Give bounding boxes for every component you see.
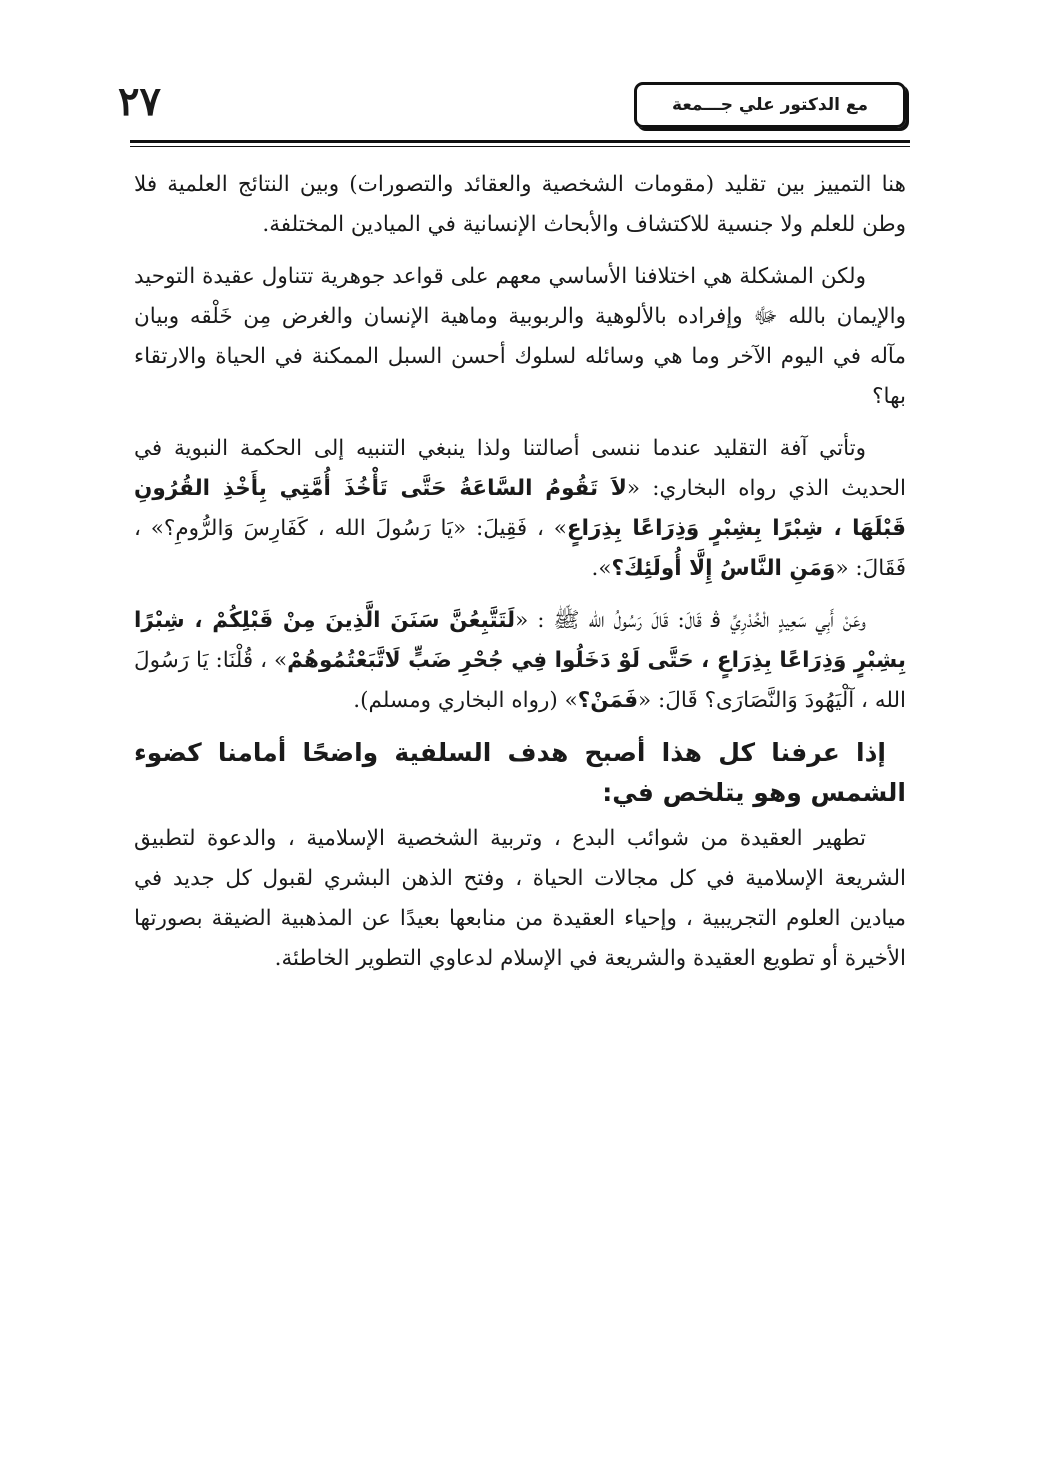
paragraph-2: ولكن المشكلة هي اختلافنا الأساسي معهم على قواعد جوهرية تتناول عقيدة التوحيد والإيمان بالله ﷻ وإفراده بالألوهية والربوبية وماهية الإنسان والغرض مِن خَلْقه وبيان مآله في اليوم الآخر وما هي وسائله لسلوك أحسن السبل الممكنة في الحياة والارتقاء بها؟ [134,264,906,409]
paragraph-3 [134,429,906,589]
page-number: ٢٧ [118,78,161,125]
paragraph-5: تطهير العقيدة من شوائب البدع ، وتربية الشخصية الإسلامية ، والدعوة لتطبيق الشريعة الإسلامية في كل مجالات الحياة ، وفتح الذهن البشري لقبول كل جديد في ميادين العلوم التجريبية ، وإحياء العقيدة من منابعها بعيدًا عن المذهبية الضيقة بصورتها الأخيرة أو تطويع العقيدة والشريعة في الإسلام لدعاوي التطوير الخاطئة. [134,826,906,971]
paragraph-4-end: » (رواه البخاري ومسلم). [353,688,578,713]
hadith-quote-3: لَتَتَّبِعُنَّ سَنَنَ الَّذِينَ مِنْ قَبْلِكُمْ ، شِبْرًا بِشِبْرٍ وَذِرَاعًا بِذِرَاعٍ ، حَتَّى لَوْ دَخَلُوا فِي جُحْرِ ضَبٍّ لَاتَّبَعْتُمُوهُمْ [134,608,906,673]
header-divider [130,140,910,147]
paragraph-4 [134,601,906,721]
paragraph-4-intro: وعَنْ أَبِي سَعِيدٍ الْخُدْرِيِّ ﭬ قَالَ: قَالَ رَسُولُ الله ﷺ : « [515,608,866,633]
paragraph-3-intro: وتأتي آفة التقليد عندما ننسى أصالتنا ولذا ينبغي التنبيه إلى الحكمة النبوية في الحديث الذي رواه البخاري: « [134,436,906,501]
running-header-title: مع الدكتور علي جـــمعة [672,95,868,115]
paragraph-3-mid: » ، فَقِيلَ: «يَا رَسُولَ الله ، كَفَارِسَ وَالرُّومِ؟» ، فَقَالَ: « [134,516,906,581]
paragraph-4-mid: » ، قُلْنَا: يَا رَسُولَ الله ، آلْيَهُودَ وَالنَّصَارَى؟ قَالَ: « [134,648,906,713]
hadith-quote-2: وَمَنِ النَّاسُ إِلَّا أُولَئِكَ؟ [611,556,836,581]
page-body [134,165,906,991]
section-heading: إذا عرفنا كل هذا أصبح هدف السلفية واضحًا أمامنا كضوء الشمس وهو يتلخص في: [134,738,906,807]
hadith-quote-4: فَمَنْ؟ [577,688,639,713]
hadith-quote-1: لاَ تَقُومُ السَّاعَةُ حَتَّى تَأْخُذَ أُمَّتِي بِأَخْذِ القُرُونِ قَبْلَهَا ، شِبْرًا بِشِبْرٍ وَذِرَاعًا بِذِرَاعٍ [134,476,906,541]
paragraph-1: هنا التمييز بين تقليد (مقومات الشخصية والعقائد والتصورات) وبين النتائج العلمية فلا وطن للعلم ولا جنسية للاكتشاف والأبحاث الإنسانية في الميادين المختلفة. [134,172,906,237]
running-header [634,82,906,128]
paragraph-3-end: ». [591,556,612,581]
